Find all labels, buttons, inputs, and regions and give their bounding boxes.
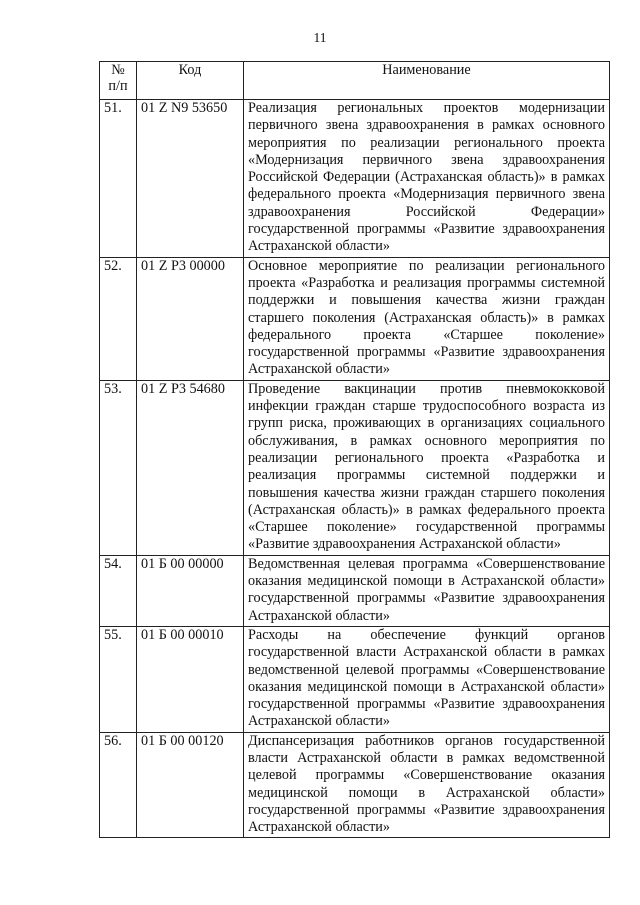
row-name: Проведение вакцинации против пневмококковой инфекции граждан старше трудоспособного возраста из групп риска, проживающих в организациях социального обслуживания, в рамках основного мероприятия по реализации регионального проекта «Разработка и реализация программы системной поддержки и повышения качества жизни граждан старшего поколения (Астраханская область)» в рамках федерального проекта «Старшее поколение» государственной программы «Развитие здравоохранения Астраханской области» bbox=[244, 380, 610, 555]
table-row bbox=[100, 100, 610, 258]
row-name: Диспансеризация работников органов государственной власти Астраханской области в рамках ведомственной целевой программы «Совершенствование оказания медицинской помощи в Астраханской области» государственной программы «Развитие здравоохранения Астраханской области» bbox=[244, 732, 610, 838]
header-num-line2: п/п bbox=[108, 78, 128, 94]
table-row bbox=[100, 555, 610, 626]
table-row bbox=[100, 257, 610, 380]
row-number: 54. bbox=[100, 555, 137, 626]
row-number: 55. bbox=[100, 626, 137, 732]
classification-table bbox=[99, 61, 610, 838]
table-header-row bbox=[100, 62, 610, 100]
row-number: 52. bbox=[100, 257, 137, 380]
header-num-line1: № bbox=[111, 62, 125, 78]
table-row bbox=[100, 626, 610, 732]
header-num bbox=[100, 62, 137, 100]
row-number: 51. bbox=[100, 100, 137, 258]
row-number: 53. bbox=[100, 380, 137, 555]
row-code: 01 Z P3 00000 bbox=[137, 257, 244, 380]
header-code: Код bbox=[137, 62, 244, 100]
row-name: Основное мероприятие по реализации регионального проекта «Разработка и реализация программы системной поддержки и повышения качества жизни граждан старшего поколения (Астраханская область)» в рамках федерального проекта «Старшее поколение» государственной программы «Развитие здравоохранения Астраханской области» bbox=[244, 257, 610, 380]
header-name: Наименование bbox=[244, 62, 610, 100]
row-code: 01 Z N9 53650 bbox=[137, 100, 244, 258]
row-number: 56. bbox=[100, 732, 137, 838]
row-code: 01 Z P3 54680 bbox=[137, 380, 244, 555]
row-code: 01 Б 00 00120 bbox=[137, 732, 244, 838]
table-row bbox=[100, 732, 610, 838]
row-code: 01 Б 00 00000 bbox=[137, 555, 244, 626]
page-number: 11 bbox=[313, 30, 327, 45]
row-name: Ведомственная целевая программа «Совершенствование оказания медицинской помощи в Астраханской области» государственной программы «Развитие здравоохранения Астраханской области» bbox=[244, 555, 610, 626]
row-code: 01 Б 00 00010 bbox=[137, 626, 244, 732]
row-name: Расходы на обеспечение функций органов государственной власти Астраханской области в рамках ведомственной целевой программы «Совершенствование оказания медицинской помощи в Астраханской области» государственной программы «Развитие здравоохранения Астраханской области» bbox=[244, 626, 610, 732]
table-row bbox=[100, 380, 610, 555]
row-name: Реализация региональных проектов модернизации первичного звена здравоохранения в рамках основного мероприятия по реализации регионального проекта «Модернизация первичного звена здравоохранения Российской Федерации (Астраханская область)» в рамках федерального проекта «Модернизация первичного звена здравоохранения Российской Федерации» государственной программы «Развитие здравоохранения Астраханской области» bbox=[244, 100, 610, 258]
